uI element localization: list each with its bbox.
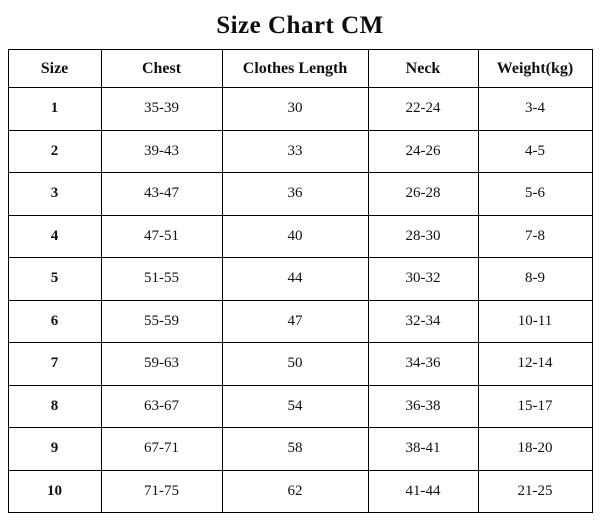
cell-clothes-length: 36 [222, 173, 368, 216]
size-chart-table [8, 49, 593, 513]
cell-weight: 18-20 [478, 428, 592, 471]
cell-neck: 28-30 [368, 215, 478, 258]
table-row [8, 215, 592, 258]
cell-size: 2 [8, 130, 101, 173]
table-body [8, 88, 592, 513]
table-row [8, 428, 592, 471]
table-row [8, 258, 592, 301]
cell-weight: 8-9 [478, 258, 592, 301]
cell-size: 8 [8, 385, 101, 428]
cell-weight: 5-6 [478, 173, 592, 216]
cell-clothes-length: 58 [222, 428, 368, 471]
cell-neck: 32-34 [368, 300, 478, 343]
column-header-neck: Neck [368, 50, 478, 88]
cell-weight: 4-5 [478, 130, 592, 173]
cell-size: 6 [8, 300, 101, 343]
cell-chest: 51-55 [101, 258, 222, 301]
cell-neck: 22-24 [368, 88, 478, 131]
cell-neck: 30-32 [368, 258, 478, 301]
cell-clothes-length: 62 [222, 470, 368, 513]
table-row [8, 173, 592, 216]
cell-size: 5 [8, 258, 101, 301]
page-title: Size Chart CM [216, 12, 384, 39]
table-header-row [8, 50, 592, 88]
column-header-size: Size [8, 50, 101, 88]
cell-clothes-length: 54 [222, 385, 368, 428]
cell-neck: 41-44 [368, 470, 478, 513]
cell-neck: 26-28 [368, 173, 478, 216]
cell-weight: 21-25 [478, 470, 592, 513]
cell-chest: 63-67 [101, 385, 222, 428]
table-header [8, 50, 592, 88]
cell-clothes-length: 40 [222, 215, 368, 258]
cell-size: 4 [8, 215, 101, 258]
cell-clothes-length: 30 [222, 88, 368, 131]
table-row [8, 470, 592, 513]
cell-chest: 55-59 [101, 300, 222, 343]
cell-clothes-length: 47 [222, 300, 368, 343]
cell-chest: 67-71 [101, 428, 222, 471]
cell-chest: 47-51 [101, 215, 222, 258]
cell-size: 3 [8, 173, 101, 216]
cell-neck: 36-38 [368, 385, 478, 428]
cell-weight: 15-17 [478, 385, 592, 428]
cell-weight: 10-11 [478, 300, 592, 343]
cell-size: 9 [8, 428, 101, 471]
table-row [8, 130, 592, 173]
cell-clothes-length: 44 [222, 258, 368, 301]
cell-weight: 12-14 [478, 343, 592, 386]
table-row [8, 385, 592, 428]
cell-neck: 38-41 [368, 428, 478, 471]
table-row [8, 300, 592, 343]
column-header-weight: Weight(kg) [478, 50, 592, 88]
cell-clothes-length: 33 [222, 130, 368, 173]
table-row [8, 88, 592, 131]
column-header-chest: Chest [101, 50, 222, 88]
cell-size: 10 [8, 470, 101, 513]
cell-chest: 43-47 [101, 173, 222, 216]
cell-clothes-length: 50 [222, 343, 368, 386]
cell-chest: 35-39 [101, 88, 222, 131]
table-row [8, 343, 592, 386]
cell-size: 7 [8, 343, 101, 386]
cell-weight: 7-8 [478, 215, 592, 258]
cell-chest: 39-43 [101, 130, 222, 173]
cell-chest: 71-75 [101, 470, 222, 513]
column-header-clothes-length: Clothes Length [222, 50, 368, 88]
cell-neck: 24-26 [368, 130, 478, 173]
cell-chest: 59-63 [101, 343, 222, 386]
cell-size: 1 [8, 88, 101, 131]
cell-weight: 3-4 [478, 88, 592, 131]
cell-neck: 34-36 [368, 343, 478, 386]
